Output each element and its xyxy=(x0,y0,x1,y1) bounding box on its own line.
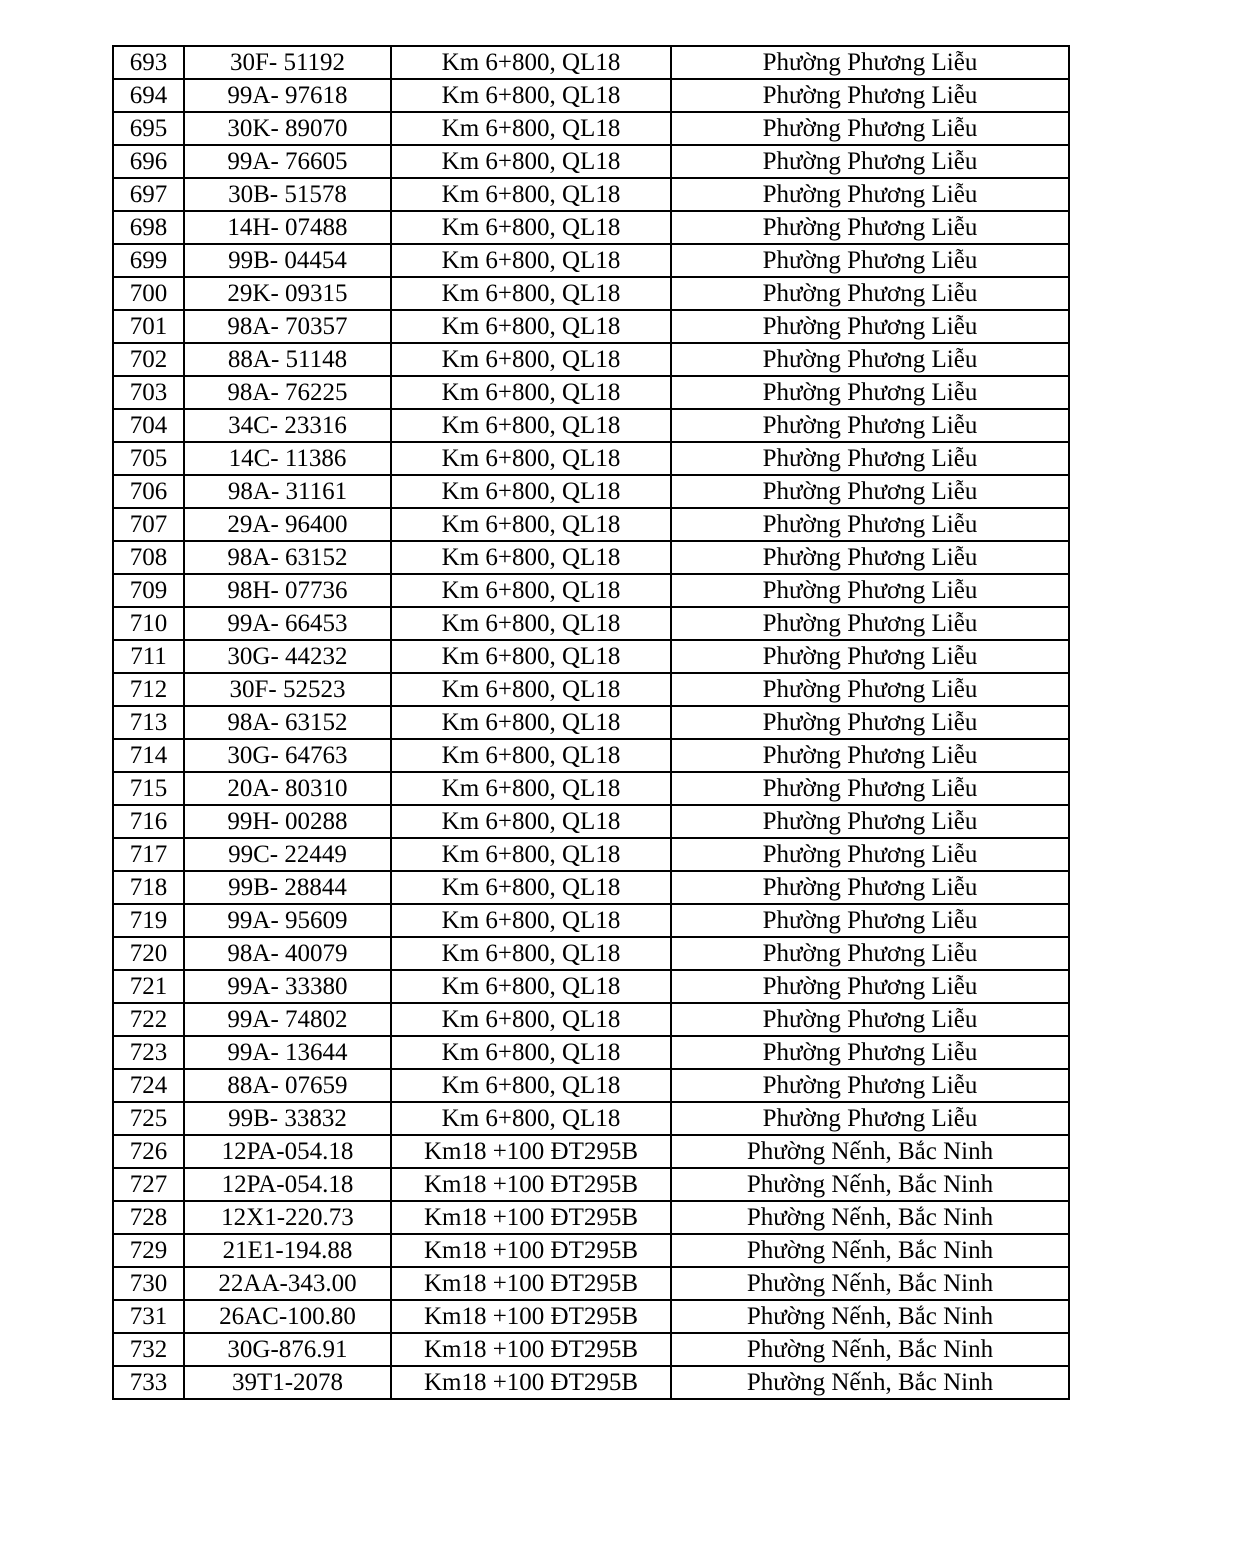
license-plate-cell: 14C- 11386 xyxy=(184,442,391,475)
license-plate-cell: 99A- 97618 xyxy=(184,79,391,112)
license-plate-cell: 99B- 04454 xyxy=(184,244,391,277)
row-number-cell: 730 xyxy=(113,1267,184,1300)
ward-cell: Phường Phương Liễu xyxy=(671,838,1069,871)
table-row xyxy=(113,1267,1069,1300)
table-row xyxy=(113,541,1069,574)
table-row xyxy=(113,805,1069,838)
row-number-cell: 708 xyxy=(113,541,184,574)
location-cell: Km18 +100 ĐT295B xyxy=(391,1135,671,1168)
license-plate-cell: 26AC-100.80 xyxy=(184,1300,391,1333)
table-row xyxy=(113,970,1069,1003)
location-cell: Km 6+800, QL18 xyxy=(391,508,671,541)
ward-cell: Phường Phương Liễu xyxy=(671,442,1069,475)
location-cell: Km 6+800, QL18 xyxy=(391,706,671,739)
ward-cell: Phường Phương Liễu xyxy=(671,211,1069,244)
row-number-cell: 706 xyxy=(113,475,184,508)
ward-cell: Phường Nếnh, Bắc Ninh xyxy=(671,1267,1069,1300)
ward-cell: Phường Nếnh, Bắc Ninh xyxy=(671,1201,1069,1234)
row-number-cell: 715 xyxy=(113,772,184,805)
location-cell: Km 6+800, QL18 xyxy=(391,739,671,772)
table-row xyxy=(113,277,1069,310)
location-cell: Km 6+800, QL18 xyxy=(391,871,671,904)
table-row xyxy=(113,145,1069,178)
table-row xyxy=(113,673,1069,706)
license-plate-cell: 98A- 63152 xyxy=(184,541,391,574)
location-cell: Km 6+800, QL18 xyxy=(391,376,671,409)
table-row xyxy=(113,772,1069,805)
ward-cell: Phường Phương Liễu xyxy=(671,277,1069,310)
row-number-cell: 729 xyxy=(113,1234,184,1267)
license-plate-cell: 12PA-054.18 xyxy=(184,1135,391,1168)
ward-cell: Phường Nếnh, Bắc Ninh xyxy=(671,1135,1069,1168)
location-cell: Km 6+800, QL18 xyxy=(391,541,671,574)
table-row xyxy=(113,211,1069,244)
location-cell: Km 6+800, QL18 xyxy=(391,1102,671,1135)
license-plate-cell: 21E1-194.88 xyxy=(184,1234,391,1267)
location-cell: Km 6+800, QL18 xyxy=(391,640,671,673)
ward-cell: Phường Phương Liễu xyxy=(671,937,1069,970)
ward-cell: Phường Nếnh, Bắc Ninh xyxy=(671,1366,1069,1399)
location-cell: Km18 +100 ĐT295B xyxy=(391,1201,671,1234)
table-row xyxy=(113,937,1069,970)
row-number-cell: 727 xyxy=(113,1168,184,1201)
license-plate-cell: 99H- 00288 xyxy=(184,805,391,838)
license-plate-cell: 30G- 44232 xyxy=(184,640,391,673)
table-row xyxy=(113,376,1069,409)
ward-cell: Phường Phương Liễu xyxy=(671,145,1069,178)
table-row xyxy=(113,1069,1069,1102)
ward-cell: Phường Phương Liễu xyxy=(671,607,1069,640)
table-row xyxy=(113,1036,1069,1069)
license-plate-cell: 30B- 51578 xyxy=(184,178,391,211)
ward-cell: Phường Phương Liễu xyxy=(671,904,1069,937)
location-cell: Km 6+800, QL18 xyxy=(391,838,671,871)
license-plate-cell: 98H- 07736 xyxy=(184,574,391,607)
ward-cell: Phường Phương Liễu xyxy=(671,475,1069,508)
row-number-cell: 703 xyxy=(113,376,184,409)
ward-cell: Phường Phương Liễu xyxy=(671,970,1069,1003)
location-cell: Km 6+800, QL18 xyxy=(391,178,671,211)
row-number-cell: 723 xyxy=(113,1036,184,1069)
location-cell: Km 6+800, QL18 xyxy=(391,772,671,805)
ward-cell: Phường Phương Liễu xyxy=(671,541,1069,574)
table-row xyxy=(113,1234,1069,1267)
ward-cell: Phường Phương Liễu xyxy=(671,376,1069,409)
row-number-cell: 698 xyxy=(113,211,184,244)
ward-cell: Phường Phương Liễu xyxy=(671,871,1069,904)
license-plate-cell: 30K- 89070 xyxy=(184,112,391,145)
row-number-cell: 707 xyxy=(113,508,184,541)
row-number-cell: 722 xyxy=(113,1003,184,1036)
table-row xyxy=(113,640,1069,673)
location-cell: Km 6+800, QL18 xyxy=(391,112,671,145)
table-row xyxy=(113,1300,1069,1333)
row-number-cell: 710 xyxy=(113,607,184,640)
location-cell: Km 6+800, QL18 xyxy=(391,607,671,640)
ward-cell: Phường Nếnh, Bắc Ninh xyxy=(671,1300,1069,1333)
location-cell: Km18 +100 ĐT295B xyxy=(391,1168,671,1201)
location-cell: Km 6+800, QL18 xyxy=(391,805,671,838)
violations-table-body xyxy=(113,46,1069,1399)
location-cell: Km 6+800, QL18 xyxy=(391,475,671,508)
location-cell: Km 6+800, QL18 xyxy=(391,1003,671,1036)
location-cell: Km 6+800, QL18 xyxy=(391,673,671,706)
table-row xyxy=(113,343,1069,376)
row-number-cell: 731 xyxy=(113,1300,184,1333)
ward-cell: Phường Phương Liễu xyxy=(671,178,1069,211)
location-cell: Km 6+800, QL18 xyxy=(391,310,671,343)
ward-cell: Phường Phương Liễu xyxy=(671,772,1069,805)
table-row xyxy=(113,574,1069,607)
table-row xyxy=(113,1003,1069,1036)
row-number-cell: 713 xyxy=(113,706,184,739)
ward-cell: Phường Phương Liễu xyxy=(671,343,1069,376)
table-row xyxy=(113,1135,1069,1168)
row-number-cell: 717 xyxy=(113,838,184,871)
table-row xyxy=(113,310,1069,343)
license-plate-cell: 30F- 51192 xyxy=(184,46,391,79)
table-row xyxy=(113,739,1069,772)
table-row xyxy=(113,1102,1069,1135)
ward-cell: Phường Phương Liễu xyxy=(671,508,1069,541)
row-number-cell: 693 xyxy=(113,46,184,79)
location-cell: Km 6+800, QL18 xyxy=(391,1069,671,1102)
table-row xyxy=(113,475,1069,508)
license-plate-cell: 29A- 96400 xyxy=(184,508,391,541)
table-row xyxy=(113,1333,1069,1366)
row-number-cell: 699 xyxy=(113,244,184,277)
table-row xyxy=(113,1366,1069,1399)
license-plate-cell: 14H- 07488 xyxy=(184,211,391,244)
table-row xyxy=(113,178,1069,211)
location-cell: Km18 +100 ĐT295B xyxy=(391,1234,671,1267)
location-cell: Km 6+800, QL18 xyxy=(391,46,671,79)
location-cell: Km 6+800, QL18 xyxy=(391,904,671,937)
ward-cell: Phường Phương Liễu xyxy=(671,1102,1069,1135)
location-cell: Km 6+800, QL18 xyxy=(391,211,671,244)
table-row xyxy=(113,508,1069,541)
license-plate-cell: 29K- 09315 xyxy=(184,277,391,310)
row-number-cell: 702 xyxy=(113,343,184,376)
row-number-cell: 696 xyxy=(113,145,184,178)
row-number-cell: 701 xyxy=(113,310,184,343)
location-cell: Km 6+800, QL18 xyxy=(391,937,671,970)
license-plate-cell: 34C- 23316 xyxy=(184,409,391,442)
row-number-cell: 732 xyxy=(113,1333,184,1366)
license-plate-cell: 12X1-220.73 xyxy=(184,1201,391,1234)
row-number-cell: 716 xyxy=(113,805,184,838)
license-plate-cell: 30F- 52523 xyxy=(184,673,391,706)
ward-cell: Phường Phương Liễu xyxy=(671,673,1069,706)
row-number-cell: 697 xyxy=(113,178,184,211)
license-plate-cell: 39T1-2078 xyxy=(184,1366,391,1399)
license-plate-cell: 98A- 70357 xyxy=(184,310,391,343)
ward-cell: Phường Nếnh, Bắc Ninh xyxy=(671,1234,1069,1267)
license-plate-cell: 99A- 66453 xyxy=(184,607,391,640)
location-cell: Km 6+800, QL18 xyxy=(391,409,671,442)
table-row xyxy=(113,112,1069,145)
location-cell: Km 6+800, QL18 xyxy=(391,574,671,607)
violations-table xyxy=(112,45,1070,1400)
ward-cell: Phường Phương Liễu xyxy=(671,244,1069,277)
ward-cell: Phường Nếnh, Bắc Ninh xyxy=(671,1333,1069,1366)
license-plate-cell: 20A- 80310 xyxy=(184,772,391,805)
table-row xyxy=(113,706,1069,739)
ward-cell: Phường Phương Liễu xyxy=(671,79,1069,112)
row-number-cell: 705 xyxy=(113,442,184,475)
location-cell: Km 6+800, QL18 xyxy=(391,145,671,178)
ward-cell: Phường Phương Liễu xyxy=(671,310,1069,343)
license-plate-cell: 99B- 33832 xyxy=(184,1102,391,1135)
row-number-cell: 733 xyxy=(113,1366,184,1399)
ward-cell: Phường Phương Liễu xyxy=(671,1069,1069,1102)
location-cell: Km18 +100 ĐT295B xyxy=(391,1366,671,1399)
row-number-cell: 695 xyxy=(113,112,184,145)
location-cell: Km 6+800, QL18 xyxy=(391,277,671,310)
row-number-cell: 718 xyxy=(113,871,184,904)
row-number-cell: 725 xyxy=(113,1102,184,1135)
location-cell: Km18 +100 ĐT295B xyxy=(391,1300,671,1333)
row-number-cell: 694 xyxy=(113,79,184,112)
row-number-cell: 726 xyxy=(113,1135,184,1168)
license-plate-cell: 99A- 33380 xyxy=(184,970,391,1003)
location-cell: Km 6+800, QL18 xyxy=(391,343,671,376)
ward-cell: Phường Phương Liễu xyxy=(671,409,1069,442)
table-row xyxy=(113,1168,1069,1201)
ward-cell: Phường Phương Liễu xyxy=(671,706,1069,739)
table-row xyxy=(113,904,1069,937)
location-cell: Km 6+800, QL18 xyxy=(391,79,671,112)
table-row xyxy=(113,871,1069,904)
location-cell: Km 6+800, QL18 xyxy=(391,1036,671,1069)
ward-cell: Phường Phương Liễu xyxy=(671,1036,1069,1069)
table-row xyxy=(113,442,1069,475)
row-number-cell: 719 xyxy=(113,904,184,937)
location-cell: Km 6+800, QL18 xyxy=(391,442,671,475)
row-number-cell: 700 xyxy=(113,277,184,310)
location-cell: Km 6+800, QL18 xyxy=(391,970,671,1003)
row-number-cell: 712 xyxy=(113,673,184,706)
ward-cell: Phường Phương Liễu xyxy=(671,112,1069,145)
license-plate-cell: 98A- 40079 xyxy=(184,937,391,970)
license-plate-cell: 98A- 63152 xyxy=(184,706,391,739)
license-plate-cell: 99A- 74802 xyxy=(184,1003,391,1036)
row-number-cell: 720 xyxy=(113,937,184,970)
location-cell: Km18 +100 ĐT295B xyxy=(391,1333,671,1366)
table-row xyxy=(113,1201,1069,1234)
row-number-cell: 714 xyxy=(113,739,184,772)
row-number-cell: 704 xyxy=(113,409,184,442)
table-row xyxy=(113,607,1069,640)
license-plate-cell: 98A- 76225 xyxy=(184,376,391,409)
license-plate-cell: 99B- 28844 xyxy=(184,871,391,904)
ward-cell: Phường Phương Liễu xyxy=(671,805,1069,838)
license-plate-cell: 99A- 13644 xyxy=(184,1036,391,1069)
row-number-cell: 724 xyxy=(113,1069,184,1102)
row-number-cell: 709 xyxy=(113,574,184,607)
row-number-cell: 728 xyxy=(113,1201,184,1234)
license-plate-cell: 88A- 51148 xyxy=(184,343,391,376)
location-cell: Km18 +100 ĐT295B xyxy=(391,1267,671,1300)
license-plate-cell: 99A- 95609 xyxy=(184,904,391,937)
ward-cell: Phường Phương Liễu xyxy=(671,739,1069,772)
license-plate-cell: 30G- 64763 xyxy=(184,739,391,772)
license-plate-cell: 99C- 22449 xyxy=(184,838,391,871)
table-row xyxy=(113,46,1069,79)
ward-cell: Phường Phương Liễu xyxy=(671,1003,1069,1036)
license-plate-cell: 30G-876.91 xyxy=(184,1333,391,1366)
table-row xyxy=(113,244,1069,277)
table-row xyxy=(113,79,1069,112)
ward-cell: Phường Phương Liễu xyxy=(671,640,1069,673)
location-cell: Km 6+800, QL18 xyxy=(391,244,671,277)
ward-cell: Phường Nếnh, Bắc Ninh xyxy=(671,1168,1069,1201)
row-number-cell: 721 xyxy=(113,970,184,1003)
license-plate-cell: 12PA-054.18 xyxy=(184,1168,391,1201)
table-row xyxy=(113,838,1069,871)
license-plate-cell: 98A- 31161 xyxy=(184,475,391,508)
license-plate-cell: 88A- 07659 xyxy=(184,1069,391,1102)
ward-cell: Phường Phương Liễu xyxy=(671,574,1069,607)
license-plate-cell: 22AA-343.00 xyxy=(184,1267,391,1300)
ward-cell: Phường Phương Liễu xyxy=(671,46,1069,79)
row-number-cell: 711 xyxy=(113,640,184,673)
license-plate-cell: 99A- 76605 xyxy=(184,145,391,178)
table-row xyxy=(113,409,1069,442)
